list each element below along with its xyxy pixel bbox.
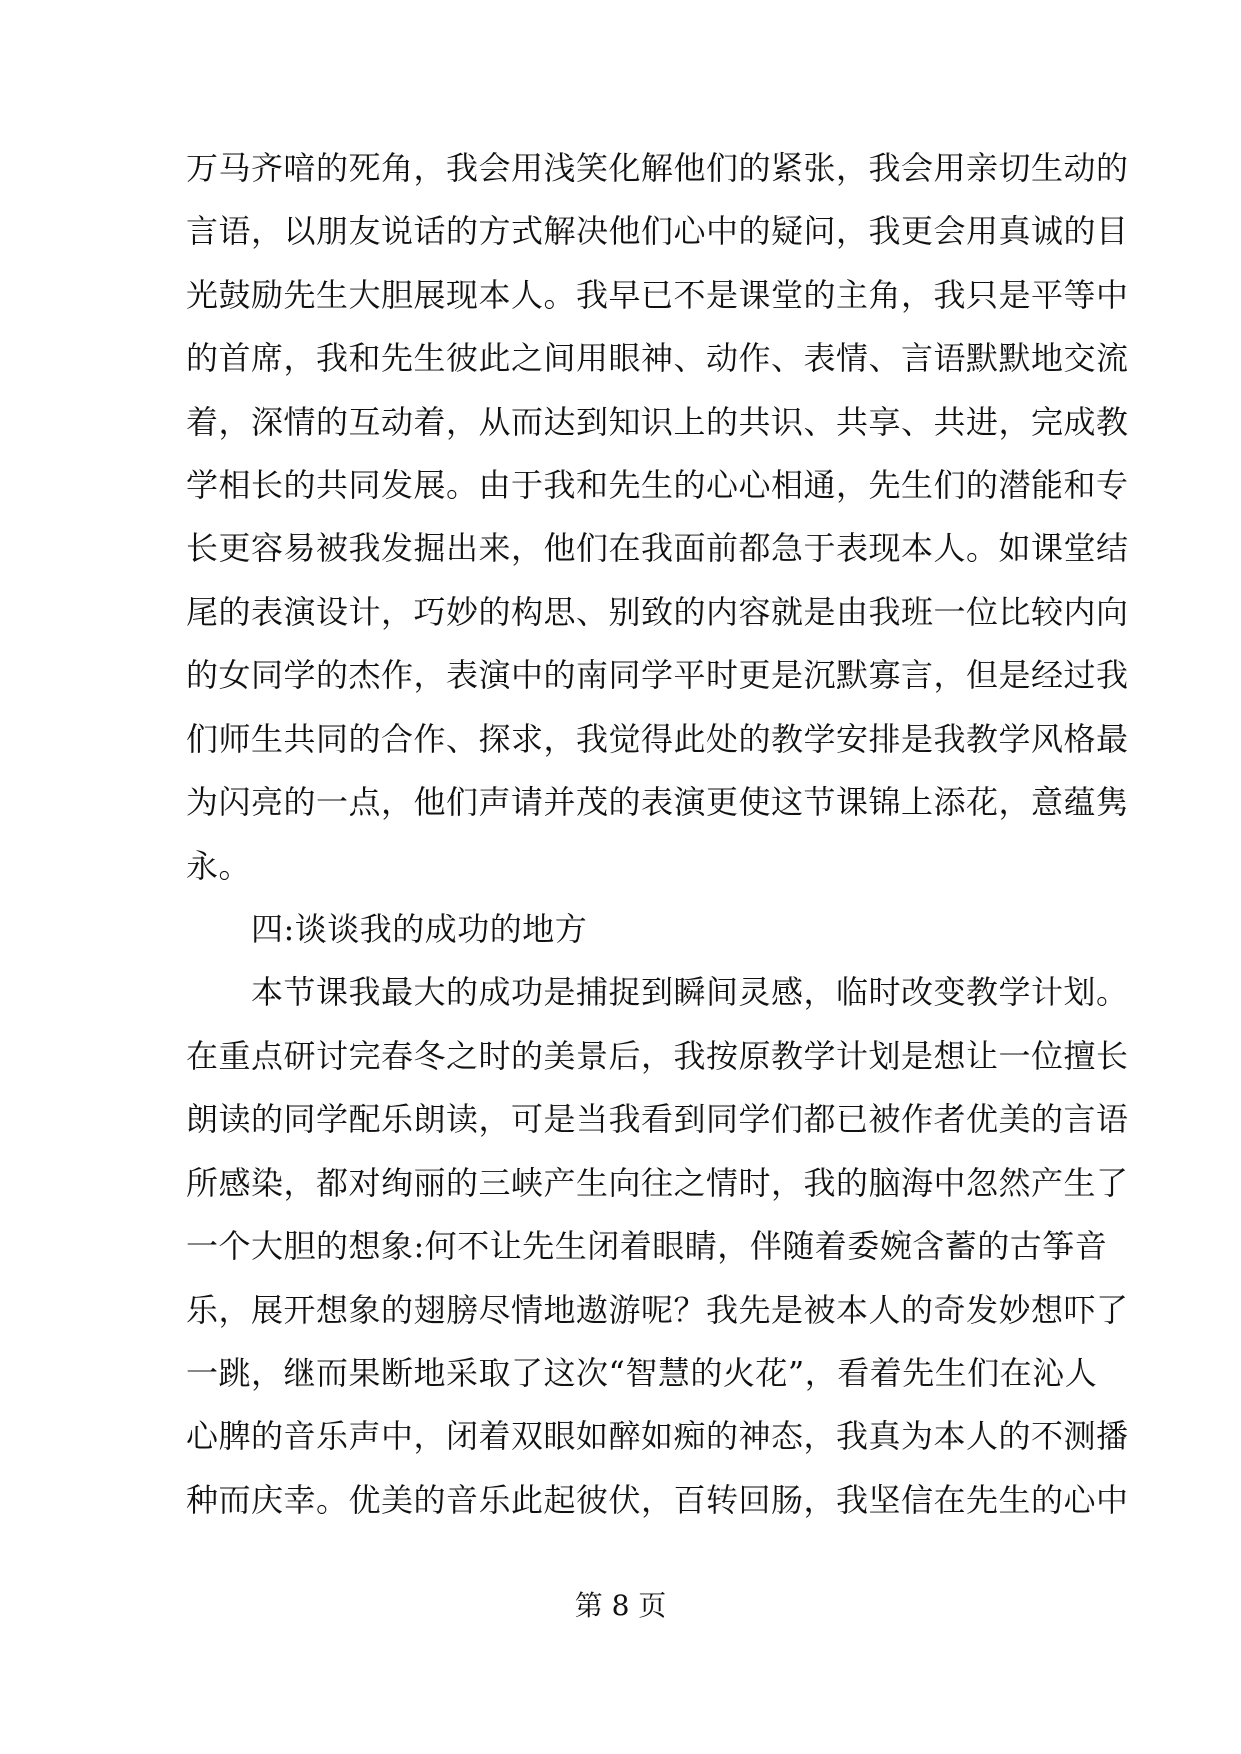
text-line: 在重点研讨完春冬之时的美景后，我按原教学计划是想让一位擅长 (186, 1037, 1129, 1075)
text-line: 尾的表演设计，巧妙的构思、别致的内容就是由我班一位比较内向 (186, 593, 1129, 631)
text-line: 永。 (186, 847, 252, 885)
text-line: 言语，以朋友说话的方式解决他们心中的疑问，我更会用真诚的目 (186, 212, 1129, 250)
text-line: 学相长的共同发展。由于我和先生的心心相通，先生们的潜能和专 (186, 466, 1129, 504)
text-line: 种而庆幸。优美的音乐此起彼伏，百转回肠，我坚信在先生的心中 (186, 1481, 1129, 1519)
text-line: 所感染，都对绚丽的三峡产生向往之情时，我的脑海中忽然产生了 (186, 1164, 1129, 1202)
text-line: 一个大胆的想象:何不让先生闭着眼睛，伴随着委婉含蓄的古筝音 (186, 1227, 1108, 1265)
text-line: 万马齐喑的死角，我会用浅笑化解他们的紧张，我会用亲切生动的 (186, 149, 1129, 187)
text-line: 本节课我最大的成功是捕捉到瞬间灵感，临时改变教学计划。 (186, 973, 1129, 1011)
text-line: 们师生共同的合作、探求，我觉得此处的教学安排是我教学风格最 (186, 720, 1129, 758)
text-line: 长更容易被我发掘出来，他们在我面前都急于表现本人。如课堂结 (186, 529, 1129, 567)
text-line: 的首席，我和先生彼此之间用眼神、动作、表情、言语默默地交流 (186, 339, 1129, 377)
section-heading: 四:谈谈我的成功的地方 (186, 910, 588, 948)
text-line: 的女同学的杰作，表演中的南同学平时更是沉默寡言，但是经过我 (186, 656, 1129, 694)
text-line: 朗读的同学配乐朗读，可是当我看到同学们都已被作者优美的言语 (186, 1100, 1129, 1138)
text-line: 乐，展开想象的翅膀尽情地遨游呢？我先是被本人的奇发妙想吓了 (186, 1291, 1129, 1329)
text-line: 为闪亮的一点，他们声请并茂的表演更使这节课锦上添花，意蕴隽 (186, 783, 1129, 821)
page-number: 第 8 页 (574, 1589, 667, 1622)
text-line: 光鼓励先生大胆展现本人。我早已不是课堂的主角，我只是平等中 (186, 276, 1129, 314)
text-line: 一跳，继而果断地采取了这次“智慧的火花”，看着先生们在沁人 (186, 1354, 1098, 1392)
text-line: 心脾的音乐声中，闭着双眼如醉如痴的神态，我真为本人的不测播 (186, 1417, 1129, 1455)
text-line: 着，深情的互动着，从而达到知识上的共识、共享、共进，完成教 (186, 403, 1129, 441)
